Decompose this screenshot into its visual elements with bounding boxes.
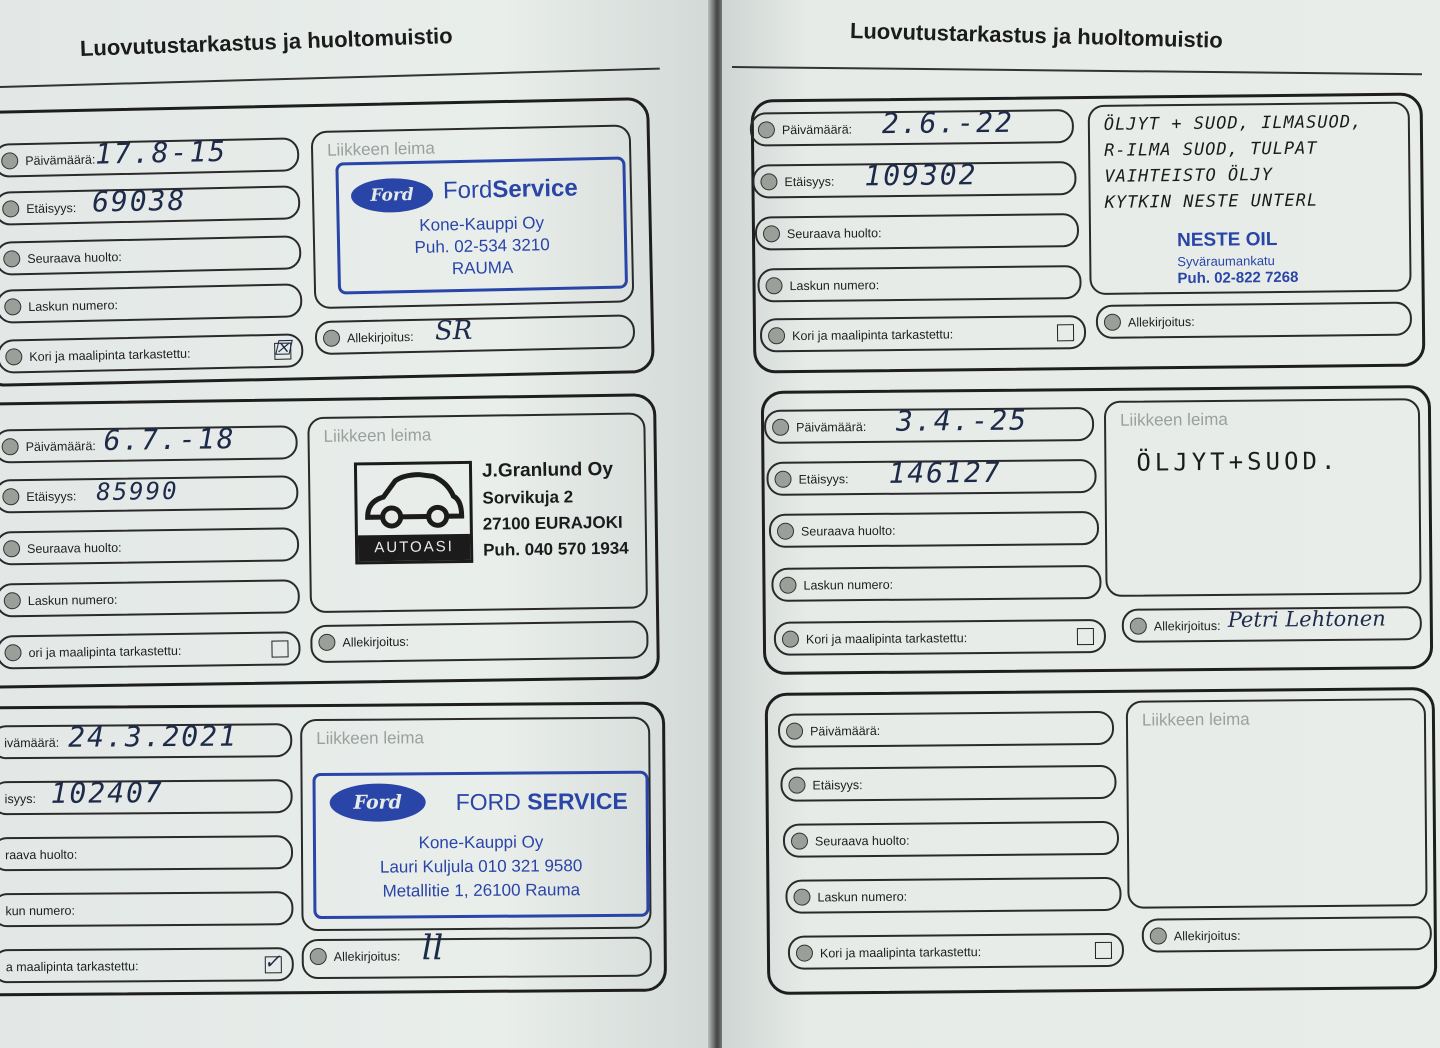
body-paint-field[interactable]: [0, 631, 301, 669]
signature-label: Allekirjoitus:: [1153, 618, 1221, 634]
distance-label: Etäisyys:: [26, 489, 77, 505]
body-paint-label: Kori ja maalipinta tarkastettu:: [805, 631, 968, 647]
date-field[interactable]: [0, 134, 300, 177]
invoice-label: Laskun numero:: [28, 298, 119, 315]
stamp-line-3: 27100 EURAJOKI: [482, 512, 623, 534]
signature-field[interactable]: [310, 620, 648, 663]
invoice-field[interactable]: [0, 891, 294, 927]
left-page: [0, 0, 714, 1048]
signature-field[interactable]: [315, 314, 636, 355]
service-entry: [0, 97, 655, 387]
stamp-label: Liikkeen leima: [323, 425, 432, 446]
date-label: Päivämäärä:: [809, 723, 881, 739]
stamp-label: Liikkeen leima: [1141, 709, 1250, 730]
signature-field[interactable]: [302, 928, 652, 979]
autoasi-logo: [354, 461, 473, 565]
distance-value: 102407: [50, 776, 164, 810]
signature-field[interactable]: [1096, 302, 1412, 339]
radio-icon: [3, 540, 20, 557]
stamp-line-1: J.Granlund Oy: [481, 458, 614, 482]
radio-icon: [1, 152, 18, 169]
signature-field[interactable]: [1122, 606, 1422, 643]
next-service-label: Seuraava huolto:: [814, 833, 910, 849]
distance-value: 146127: [888, 455, 1002, 490]
radio-icon: [782, 631, 799, 648]
distance-field[interactable]: [766, 455, 1096, 496]
check-mark: ✓: [263, 951, 281, 974]
radio-icon: [768, 327, 785, 344]
invoice-label: Laskun numero:: [27, 592, 118, 609]
next-service-label: Seuraava huolto:: [26, 540, 122, 557]
radio-icon: [760, 173, 777, 190]
stamp-area: [300, 717, 651, 931]
page-title: Luovutustarkastus ja huoltomuistio: [849, 18, 1224, 53]
body-paint-label: Kori ja maalipinta tarkastettu:: [819, 945, 982, 961]
next-service-field[interactable]: [0, 835, 293, 871]
body-paint-field[interactable]: [774, 619, 1106, 656]
next-service-label: raava huolto:: [4, 847, 78, 863]
invoice-field[interactable]: [0, 579, 300, 617]
stamp-line-2: Lauri Kuljula 010 321 9580: [379, 856, 583, 877]
body-paint-field[interactable]: [0, 333, 304, 373]
stamp-line-4: Puh. 040 570 1934: [483, 538, 629, 560]
distance-label: Etäisyys:: [798, 472, 849, 487]
service-note: R-ILMA SUOD, TULPAT: [1104, 138, 1318, 161]
stamp-label: Liikkeen leima: [316, 728, 425, 749]
stamp-line-2: Sorvikuja 2: [482, 487, 574, 508]
stamp-area: [1088, 102, 1412, 295]
distance-label: Etäisyys:: [812, 778, 863, 793]
signature-value: ll: [421, 928, 444, 969]
invoice-field[interactable]: [785, 877, 1121, 914]
distance-value: 85990: [96, 476, 179, 507]
radio-icon: [310, 948, 327, 965]
radio-icon: [763, 225, 780, 242]
distance-field[interactable]: [0, 185, 301, 225]
date-value: 3.4.-25: [895, 403, 1029, 438]
stamp-line-1: Kone-Kauppi Oy: [418, 832, 544, 853]
distance-label: Etäisyys:: [784, 174, 835, 190]
title-divider: [0, 68, 660, 88]
date-value: 2.6.-22: [881, 105, 1015, 141]
body-paint-label: Kori ja maalipinta tarkastettu:: [791, 327, 954, 344]
stamp-line-1: Kone-Kauppi Oy: [419, 213, 545, 235]
next-service-label: Seuraava huolto:: [800, 523, 896, 539]
stamp-area: [307, 412, 648, 613]
date-label: Päivämäärä:: [781, 122, 853, 138]
date-field[interactable]: [0, 719, 292, 759]
stamp-brand: FORD SERVICE: [455, 787, 628, 816]
stamp-label: Liikkeen leima: [1119, 409, 1228, 430]
date-label: Päivämäärä:: [25, 152, 96, 169]
invoice-field[interactable]: [757, 265, 1081, 302]
date-field[interactable]: [750, 105, 1074, 146]
radio-icon: [2, 488, 19, 505]
page-title: Luovutustarkastus ja huoltomuistio: [79, 22, 454, 61]
next-service-field[interactable]: [769, 511, 1099, 548]
body-paint-label: ori ja maalipinta tarkastettu:: [28, 643, 182, 661]
body-paint-checkbox[interactable]: [1077, 628, 1094, 645]
radio-icon: [788, 777, 805, 794]
body-paint-checkbox[interactable]: [1095, 942, 1112, 959]
stamp-line-2: Puh. 02-822 7268: [1177, 268, 1299, 288]
body-paint-field[interactable]: [0, 947, 294, 983]
radio-icon: [786, 723, 803, 740]
signature-label: Allekirjoitus:: [346, 329, 414, 346]
radio-icon: [772, 419, 789, 436]
service-note: KYTKIN NESTE UNTERL: [1104, 190, 1319, 213]
invoice-label: Laskun numero:: [803, 577, 894, 593]
right-page: [722, 0, 1440, 1048]
date-label: Päivämäärä:: [25, 439, 96, 455]
body-paint-field[interactable]: [788, 933, 1124, 970]
stamp-line-2: Puh. 02-534 3210: [414, 235, 550, 257]
radio-icon: [4, 644, 21, 661]
stamp-line-3: RAUMA: [451, 257, 514, 279]
distance-field[interactable]: [752, 158, 1076, 198]
ford-service-stamp: [312, 771, 649, 919]
date-field[interactable]: [0, 422, 298, 463]
radio-icon: [791, 833, 808, 850]
signature-label: Allekirjoitus:: [342, 634, 410, 650]
service-note: ÖLJYT + SUOD, ILMASUOD,: [1103, 112, 1363, 135]
ford-logo-icon: Ford: [351, 178, 434, 214]
distance-label: Etäisyys:: [26, 201, 77, 217]
radio-icon: [796, 945, 813, 962]
radio-icon: [318, 634, 335, 651]
stamp-area: [1126, 698, 1428, 909]
body-paint-label: Kori ja maalipinta tarkastettu:: [29, 346, 191, 365]
radio-icon: [779, 577, 796, 594]
ford-logo-icon: Ford: [330, 783, 426, 822]
service-entry: [761, 385, 1433, 675]
body-paint-label: a maalipinta tarkastettu:: [5, 959, 139, 975]
radio-icon: [323, 330, 340, 347]
title-divider: [732, 66, 1422, 75]
stamp-line-1: Syväraumankatu: [1177, 253, 1275, 270]
radio-icon: [793, 889, 810, 906]
invoice-field[interactable]: [0, 283, 303, 323]
radio-icon: [4, 592, 21, 609]
signature-field[interactable]: [1142, 916, 1432, 953]
signature-value: SR: [434, 315, 473, 347]
ford-service-stamp: [335, 157, 628, 295]
invoice-label: kun numero:: [5, 903, 75, 919]
radio-icon: [777, 523, 794, 540]
stamp-label: Liikkeen leima: [326, 138, 435, 160]
service-entry: [751, 92, 1426, 373]
body-paint-field[interactable]: [760, 315, 1086, 352]
radio-icon: [774, 471, 791, 488]
neste-oil-logo: NESTE OIL: [1176, 229, 1278, 252]
distance-label: isyys:: [4, 791, 36, 807]
radio-icon: [2, 200, 19, 217]
next-service-label: Seuraava huolto:: [27, 250, 122, 267]
body-paint-checkbox[interactable]: [271, 640, 288, 657]
radio-icon: [1150, 927, 1167, 944]
next-service-field[interactable]: [0, 235, 302, 275]
service-note: VAIHTEISTO ÖLJY: [1104, 165, 1274, 187]
date-value: 24.3.2021: [68, 719, 239, 754]
radio-icon: [1104, 314, 1121, 331]
signature-label: Allekirjoitus:: [1173, 928, 1241, 944]
stamp-brand: FordService: [442, 174, 578, 205]
next-service-field[interactable]: [783, 821, 1119, 858]
service-entry: [0, 393, 660, 688]
check-mark: ☒: [272, 337, 292, 360]
date-label: Päivämäärä:: [796, 420, 867, 435]
radio-icon: [1130, 618, 1147, 635]
signature-value: Petri Lehtonen: [1227, 606, 1386, 632]
invoice-label: Laskun numero:: [789, 278, 880, 294]
car-icon: [357, 466, 470, 538]
body-paint-checkbox[interactable]: [263, 951, 282, 974]
date-label: ivämäärä:: [4, 735, 60, 751]
service-entry: [0, 702, 667, 997]
next-service-field[interactable]: [0, 527, 299, 565]
radio-icon: [3, 250, 20, 267]
radio-icon: [5, 348, 22, 365]
radio-icon: [765, 277, 782, 294]
service-entry: [765, 687, 1438, 995]
stamp-line-3: Metallitie 1, 26100 Rauma: [382, 880, 581, 901]
date-value: 6.7.-18: [103, 422, 236, 457]
body-paint-checkbox[interactable]: [272, 337, 292, 360]
next-service-field[interactable]: [755, 213, 1079, 250]
signature-label: Allekirjoitus:: [333, 949, 401, 964]
distance-value: 109302: [864, 158, 978, 193]
stamp-area: [1104, 398, 1422, 597]
date-value: 17.8-15: [94, 134, 228, 171]
service-note: ÖLJYT+SUOD.: [1136, 446, 1340, 477]
invoice-label: Laskun numero:: [817, 889, 908, 905]
date-field[interactable]: [778, 711, 1114, 748]
distance-value: 69038: [91, 183, 187, 219]
body-paint-checkbox[interactable]: [1057, 324, 1074, 341]
invoice-field[interactable]: [771, 565, 1101, 602]
radio-icon: [4, 298, 21, 315]
autoasi-label: AUTOASI: [358, 534, 470, 562]
radio-icon: [2, 438, 19, 455]
distance-field[interactable]: [780, 765, 1116, 802]
distance-field[interactable]: [0, 475, 299, 513]
date-field[interactable]: [764, 403, 1094, 444]
signature-label: Allekirjoitus:: [1127, 314, 1195, 330]
radio-icon: [758, 121, 775, 138]
distance-field[interactable]: [0, 776, 293, 815]
next-service-label: Seuraava huolto:: [786, 226, 882, 242]
stamp-area: [311, 124, 635, 309]
